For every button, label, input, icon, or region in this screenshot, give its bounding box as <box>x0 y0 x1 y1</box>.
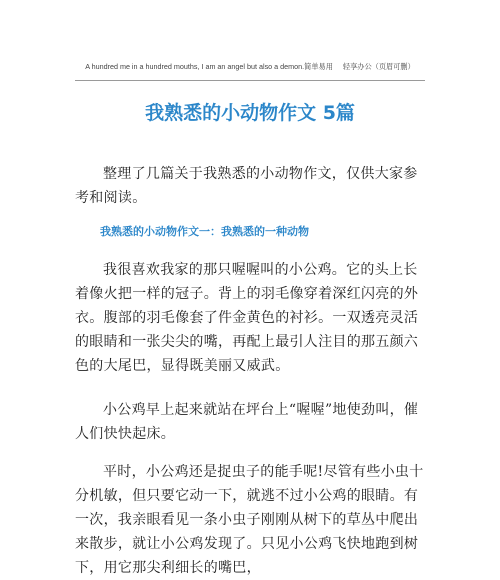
intro-paragraph: 整理了几篇关于我熟悉的小动物作文，仅供大家参考和阅读。 <box>75 166 418 206</box>
header-tag-easy: 简单易用 <box>304 62 333 71</box>
section-subheading: 我熟悉的小动物作文一：我熟悉的一种动物 <box>100 225 309 238</box>
body-paragraph: 平时，小公鸡还是捉虫子的能手呢!尽管有些小虫十分机敏，但只要它动一下，就逃不过小公鸡的眼睛。有一次，我亲眼看见一条小虫子刚刚从树下的草丛中爬出来散步，就让小公鸡发现了。只见小公鸡飞快地跑到树下，用它那尖利细长的嘴巴， <box>75 464 424 576</box>
body-paragraph: 小公鸡早上起来就站在坪台上“喔喔”地使劲叫，催人们快快起床。 <box>75 402 419 442</box>
intro-block <box>75 162 430 210</box>
paragraph-block-2 <box>75 398 430 446</box>
header-divider <box>75 80 425 81</box>
paragraph-block-3 <box>75 460 430 580</box>
page-header <box>0 62 500 72</box>
paragraph-block-1 <box>75 258 430 378</box>
header-tag-office: 轻享办公（页眉可删） <box>342 62 415 71</box>
document-title: 我熟悉的小动物作文 5篇 <box>145 102 355 124</box>
header-english-quote: A hundred me in a hundred mouths, I am an angel but also a demon. <box>85 62 305 71</box>
body-paragraph: 我很喜欢我家的那只喔喔叫的小公鸡。它的头上长着像火把一样的冠子。背上的羽毛像穿着深红闪亮的外衣。腹部的羽毛像套了件金黄色的衬衫。一双透亮灵活的眼睛和一张尖尖的嘴，再配上最引人注目的那五颜六色的大尾巴，显得既美丽又威武。 <box>75 262 419 374</box>
